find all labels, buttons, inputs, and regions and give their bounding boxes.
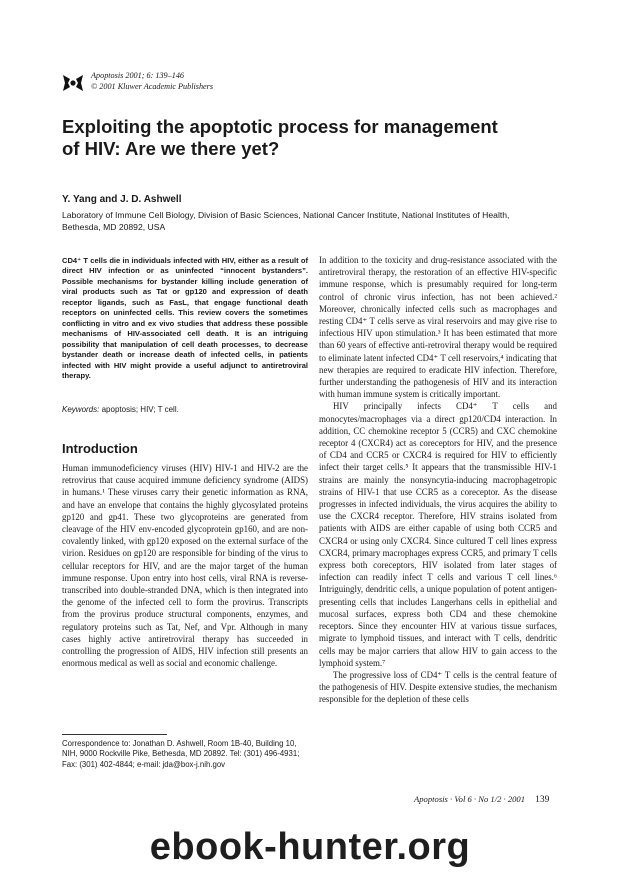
watermark: ebook-hunter.org	[149, 826, 471, 868]
correspondence-note: Correspondence to: Jonathan D. Ashwell, Room 1B-40, Building 10, NIH, 9000 Rockville Pike, Bethesda, MD 20892. Tel: (301) 496-4931; Fax: (301) 402-4844; e-mail: jda@box-j.nih.gov	[62, 739, 300, 769]
body-paragraph: The progressive loss of CD4⁺ T cells is the central feature of the pathogenesis of HIV. Despite extensive studies, the mechanism responsible for the depletion of these cells	[319, 669, 557, 705]
copyright-line: © 2001 Kluwer Academic Publishers	[91, 82, 214, 91]
article-authors: Y. Yang and J. D. Ashwell	[62, 194, 182, 205]
author-affiliation: Laboratory of Immune Cell Biology, Division of Basic Sciences, National Cancer Institute, National Institutes of Health, Bethesda, MD 20892, USA	[62, 210, 510, 232]
introduction-paragraph: Human immunodeficiency viruses (HIV) HIV-1 and HIV-2 are the retrovirus that cause acquired immune deficiency syndrome (AIDS) in humans.¹ These viruses carry their genetic information as RNA, and have an envelope that contains the highly glycosylated proteins gp120 and gp41. These two glycoproteins are generated from cleavage of the HIV env-encoded glycoprotein gp160, and are non-covalently linked, with gp120 exposed on the external surface of the virion. Residues on gp120 are responsible for binding of the virus to cellular receptors for HIV, and are the major target of the human immune response. Upon entry into host cells, viral RNA is reverse-transcribed into double-stranded DNA, which is then integrated into the genome of the infected cell to form the provirus. Transcripts from the provirus produce structural components, enzymes, and regulatory proteins such as Tat, Nef, and Vpr. Although in many cases highly active antiretroviral therapy has succeeded in controlling the progression of AIDS, HIV infection still presents an enormous medical as well as social and economic challenge.	[62, 463, 308, 669]
journal-citation: Apoptosis 2001; 6: 139–146	[91, 71, 185, 80]
keywords-label: Keywords:	[62, 405, 100, 414]
abstract: CD4⁺ T cells die in individuals infected with HIV, either as a result of direct HIV infection or as uninfected “innocent bystanders”. Possible mechanisms for bystander killing include generation of viral products such as Tat or gp120 and expression of death receptor ligands, such as FasL, that engage functional death receptors on uninfected cells. This review covers the sometimes conflicting in vitro and ex vivo studies that address these possible mechanisms of HIV-associated cell death. It is an intriguing possibility that manipulation of cell death processes, to decrease bystander death or increase death of infected cells, in patients infected with HIV might provide a useful adjunct to antiretroviral therapy.	[62, 256, 308, 380]
body-paragraph: In addition to the toxicity and drug-resistance associated with the antiretroviral therapy, the restoration of an effective HIV-specific immune response, which is presumably required for long-term control of chronic virus infection, has not been achieved.² Moreover, chronically infected cells such as macrophages and resting CD4⁺ T cells serve as viral reservoirs and may give rise to infectious HIV upon stimulation.³ It has been estimated that more than 60 years of effective anti-retroviral therapy would be required to eliminate latent infected CD4⁺ T cell reservoirs,⁴ indicating that new therapies are required to eradicate HIV infection. Therefore, further understanding the pathogenesis of HIV and its interaction with human immune system is critically important.	[319, 255, 557, 400]
footer-journal-info: Apoptosis · Vol 6 · No 1/2 · 2001	[414, 794, 526, 804]
page-footer	[414, 794, 549, 805]
publisher-logo-icon	[62, 73, 84, 93]
keywords-list: apoptosis; HIV; T cell.	[101, 405, 179, 414]
right-column	[319, 254, 557, 706]
article-title: Exploiting the apoptotic process for management of HIV: Are we there yet?	[62, 116, 498, 159]
footnote-divider	[62, 734, 167, 735]
journal-header	[91, 70, 213, 92]
keywords	[62, 405, 179, 414]
section-heading-introduction: Introduction	[62, 441, 138, 456]
page-number: 139	[535, 795, 550, 805]
body-paragraph: HIV principally infects CD4⁺ T cells and monocytes/macrophages via a direct gp120/CD4 interaction. In addition, CC chemokine receptor 5 (CCR5) and CXC chemokine receptor 4 (CXCR4) act as coreceptors for HIV, and the presence of CD4 and CCR5 or CXCR4 is required for HIV to efficiently infect their target cells.⁵ It appears that the transmissible HIV-1 strains are mainly the nonsyncytia-inducing macrophagetropic strains of HIV-1 that use CCR5 as a coreceptor. As the disease progresses in infected individuals, the virus acquires the ability to use the CXCR4 receptor. Therefore, HIV strains isolated from patients with AIDS are either capable of using both CCR5 and CXCR4 or using only CXCR4. Since cultured T cell lines express CXCR4, primary macrophages express CCR5, and primary T cells express both coreceptors, HIV isolated from later stages of infection can readily infect T cells and various T cell lines.⁶ Intriguingly, dendritic cells, a unique population of potent antigen-presenting cells that includes Langerhans cells in epithelial and mucosal surfaces, express both CD4 and these chemokine receptors. Since they encounter HIV at various tissue surfaces, migrate to lymphoid tissues, and interact with T cells, dendritic cells may be major carriers that allow HIV to gain access to the lymphoid system.⁷	[319, 401, 557, 668]
